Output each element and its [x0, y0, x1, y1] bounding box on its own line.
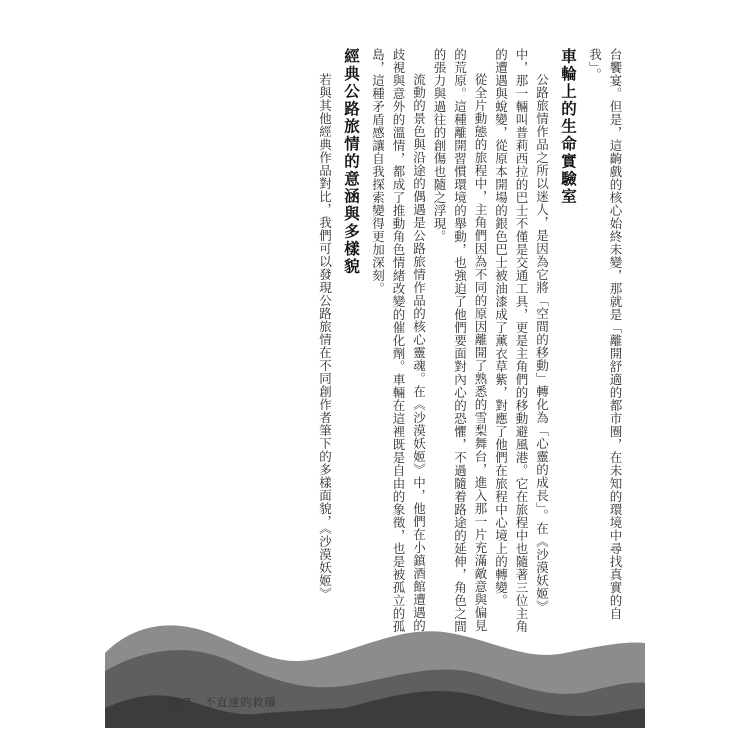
section-heading: 經典公路旅情的意涵與多樣貌	[342, 48, 360, 276]
mountain-illustration	[105, 613, 645, 728]
vertical-text-column-area	[180, 48, 625, 638]
section-heading: 車輪上的生命實驗室	[559, 48, 577, 206]
book-page	[105, 28, 645, 728]
body-paragraph: 若與其他經典作品對比，我們可以發現公路旅情在不同創作者筆下的多樣面貌，《沙漠妖姬》	[317, 73, 333, 600]
body-paragraph: 流動的景色與沿途的偶遇是公路旅情作品的核心靈魂。在《沙漠妖姬》中，他們在小鎮酒館遭遇的歧視與意外的溫情，都成了推動角色情緒改變的催化劑。車輛在這裡既是自由的象徵，也是被孤立的孤島，這種矛盾感讓自我探索變得更加深刻。	[370, 48, 427, 633]
body-paragraph: 從全片動態的旅程中，主角們因為不同的原因離開了熟悉的雪梨舞台，進入那一片充滿敵意與偏見的荒原。這種離開習慣環境的舉動，也強迫了他們要面對內心的恐懼，不過隨着路途的延伸，角色之間的張力與過往的創傷也隨之浮現。	[432, 48, 488, 633]
running-title: 不直達的救贖	[204, 696, 277, 709]
page-number: 007	[168, 696, 192, 709]
body-paragraph: 公路旅情作品之所以迷人，是因為它將「空間的移動」轉化為「心靈的成長」。在《沙漠妖姬》中，那一輛叫普莉西拉的巴士不僅是交通工具，更是主角們的移動避風港。它在旅程中也隨著三位主角的遭遇與蛻變，從原本開場的銀色巴士被油漆成了薰衣草紫，對應了他們在旅程中心境上的轉變。	[493, 48, 550, 633]
page-footer	[168, 694, 277, 710]
body-paragraph: 台饗宴。但是，這齣戲的核心始終未變，那就是「離開舒適的都市圈，在未知的環境中尋找真實的自我」。	[587, 48, 623, 620]
